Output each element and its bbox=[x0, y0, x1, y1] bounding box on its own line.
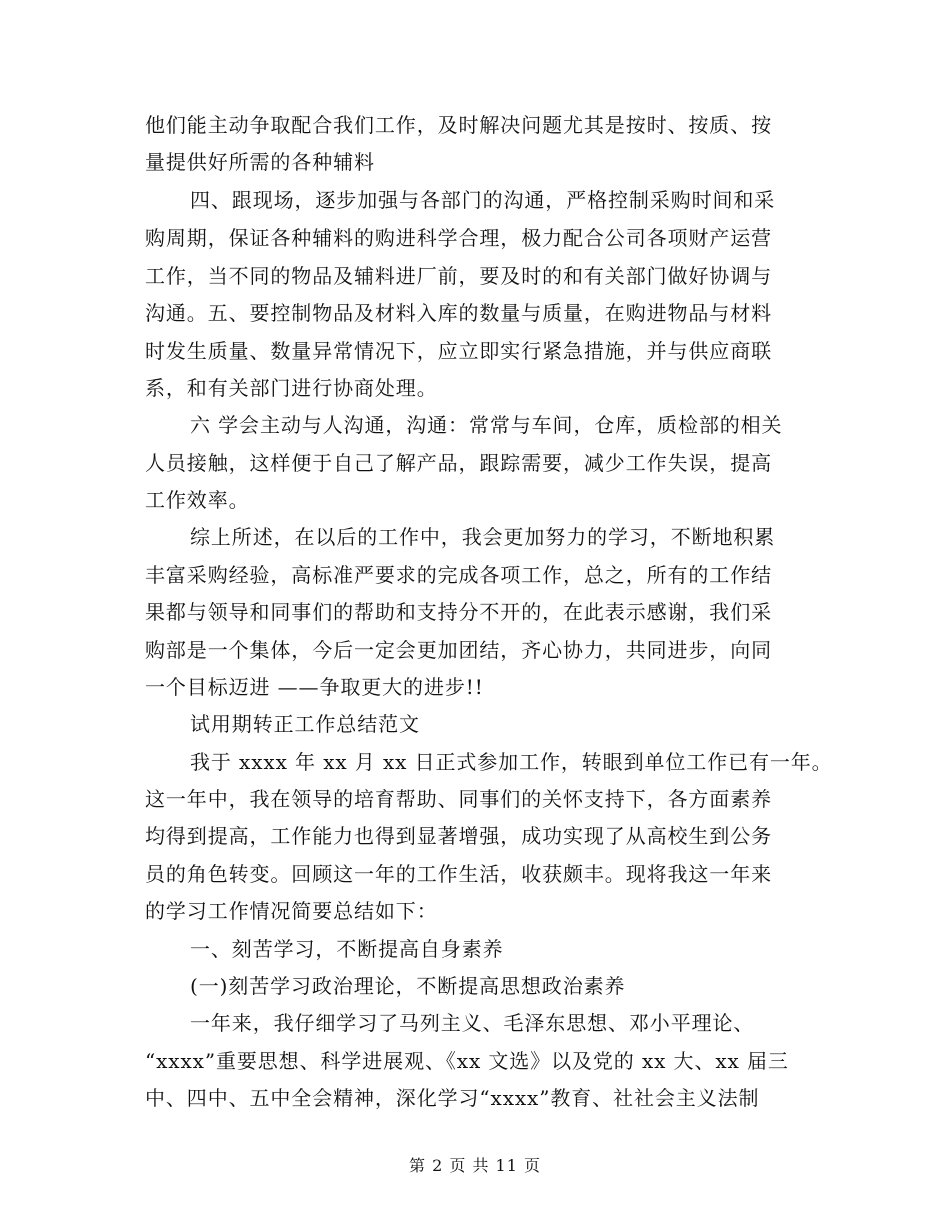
text-line: 的学习工作情况简要总结如下： bbox=[145, 899, 438, 923]
text-line: 一个目标迈进 ——争取更大的进步!! bbox=[145, 675, 484, 699]
text-line: 购周期，保证各种辅料的购进科学合理，极力配合公司各项财产运营 bbox=[145, 226, 772, 250]
text-line: 他们能主动争取配合我们工作，及时解决问题尤其是按时、按质、按 bbox=[145, 113, 772, 137]
text-line: 人员接触，这样便于自己了解产品，跟踪需要，减少工作失误，提高 bbox=[145, 451, 772, 475]
text-line: “xxxx”重要思想、科学进展观、《xx 文选》以及党的 xx 大、xx 届三 bbox=[145, 1049, 789, 1073]
text-line: 量提供好所需的各种辅料 bbox=[145, 150, 375, 174]
text-line: 丰富采购经验，高标准严要求的完成各项工作，总之，所有的工作结 bbox=[145, 563, 772, 587]
subheading: (一)刻苦学习政治理论，不断提高思想政治素养 bbox=[190, 974, 626, 998]
text-line: 工作效率。 bbox=[145, 488, 250, 512]
text-line: 四、跟现场，逐步加强与各部门的沟通，严格控制采购时间和采 bbox=[190, 188, 776, 212]
text-line: 六 学会主动与人沟通，沟通：常常与车间，仓库，质检部的相关 bbox=[190, 413, 783, 437]
text-line: 这一年中，我在领导的培育帮助、同事们的关怀支持下，各方面素养 bbox=[145, 787, 772, 811]
text-line: 购部是一个集体，今后一定会更加团结，齐心协力，共同进步，向同 bbox=[145, 638, 772, 662]
text-line: 综上所述，在以后的工作中，我会更加努力的学习，不断地积累 bbox=[190, 525, 776, 549]
subheading: 一、刻苦学习，不断提高自身素养 bbox=[190, 937, 504, 961]
text-line: 果都与领导和同事们的帮助和支持分不开的，在此表示感谢，我们采 bbox=[145, 600, 772, 624]
text-line: 沟通。五、要控制物品及材料入库的数量与质量，在购进物品与材料 bbox=[145, 301, 772, 325]
text-line: 工作，当不同的物品及辅料进厂前，要及时的和有关部门做好协调与 bbox=[145, 264, 772, 288]
text-line: 均得到提高，工作能力也得到显著增强，成功实现了从高校生到公务 bbox=[145, 824, 772, 848]
page-number-footer: 第 2 页 共 11 页 bbox=[409, 1156, 541, 1175]
text-line: 时发生质量、数量异常情况下，应立即实行紧急措施，并与供应商联 bbox=[145, 339, 772, 363]
text-line: 员的角色转变。回顾这一年的工作生活，收获颇丰。现将我这一年来 bbox=[145, 862, 772, 886]
text-line: 中、四中、五中全会精神，深化学习“xxxx”教育、社社会主义法制 bbox=[145, 1086, 760, 1110]
text-line: 系，和有关部门进行协商处理。 bbox=[145, 376, 438, 400]
text-line: 我于 xxxx 年 xx 月 xx 日正式参加工作，转眼到单位工作已有一年。 bbox=[190, 750, 833, 774]
text-line: 一年来，我仔细学习了马列主义、毛泽东思想、邓小平理论、 bbox=[190, 1011, 755, 1035]
section-heading: 试用期转正工作总结范文 bbox=[190, 712, 420, 736]
